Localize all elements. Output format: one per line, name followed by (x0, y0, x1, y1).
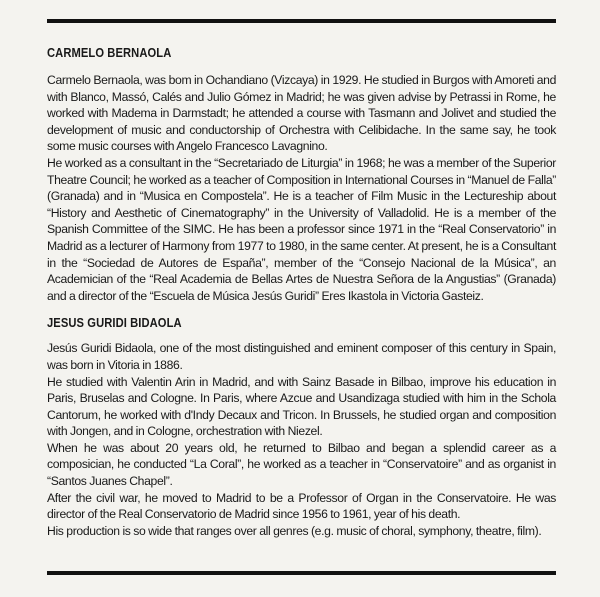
bernaola-paragraph-1: Carmelo Bernaola, was bom in Ochandiano (Vizcaya) in 1929. He studied in Burgos with Amoreti and with Blanco, Massó, Calés and Julio Gómez in Madrid; he was given advise by Petrassi in Rome, he worked with Madema in Darmstadt; he attended a course with Tasmann and Jolivet and studied the development of music and conductorship of Orchestra with Celibidache. In the same say, he took some music courses with Angelo Francesco Lavagnino. (47, 73, 556, 154)
guridi-paragraph-4: After the civil war, he moved to Madrid to be a Professor of Organ in the Conservatoire. He was director of the Real Conservatorio de Madrid since 1956 to 1961, year of his death. (47, 490, 556, 522)
guridi-paragraph-2: He studied with Valentin Arin in Madrid, and with Sainz Basade in Bilbao, improve his education in Paris, Bruselas and Cologne. In Paris, where Azcue and Usandizaga studied with him in the Schola Cantorum, he worked with d'Indy Decaux and Tricon. In Brussels, he studied organ and composition with Jongen, and in Cologne, orchestration with Niezel. (47, 374, 556, 439)
bottom-rule (47, 571, 556, 575)
guridi-paragraph-3: When he was about 20 years old, he returned to Bilbao and began a splendid career as a composician, he conducted “La Coral”, he worked as a teacher in “Conservatoire” and as organist in “Santos Juanes Chapel”. (47, 440, 556, 489)
section-heading-guridi: JESUS GURIDI BIDAOLA (47, 315, 182, 331)
guridi-paragraph-1: Jesús Guridi Bidaola, one of the most distinguished and eminent composer of this century in Spain, was born in Vitoria in 1886. (47, 341, 556, 372)
page-content (47, 45, 556, 539)
bernaola-paragraph-2: He worked as a consultant in the “Secretariado de Liturgia” in 1968; he was a member of the Superior Theatre Council; he worked as a teacher of Composition in International Courses in “Manuel de Falla” (Granada) and in “Musica en Compostela”. He is a teacher of Film Music in the Lectureship about “History and Aesthetic of Cinematography” in the University of Valladolid. He is a member of the Spanish Committee of the SIMC. He has been a professor since 1971 in the “Real Conservatorio” in Madrid as a lecturer of Harmony from 1977 to 1980, in the same center. At present, he is a Consultant in the “Sociedad de Autores de España”, member of the “Consejo Nacional de la Música”, an Academician of the “Real Academia de Bellas Artes de Nuestra Señora de la Angustias” (Granada) and a director of the “Escuela de Música Jesús Guridi” Eres Ikastola in Victoria Gasteiz. (47, 155, 556, 303)
section-heading-bernaola: CARMELO BERNAOLA (47, 45, 172, 60)
top-rule (47, 19, 556, 23)
guridi-paragraph-5: His production is so wide that ranges over all genres (e.g. music of choral, symphony, theatre, film). (47, 523, 542, 538)
